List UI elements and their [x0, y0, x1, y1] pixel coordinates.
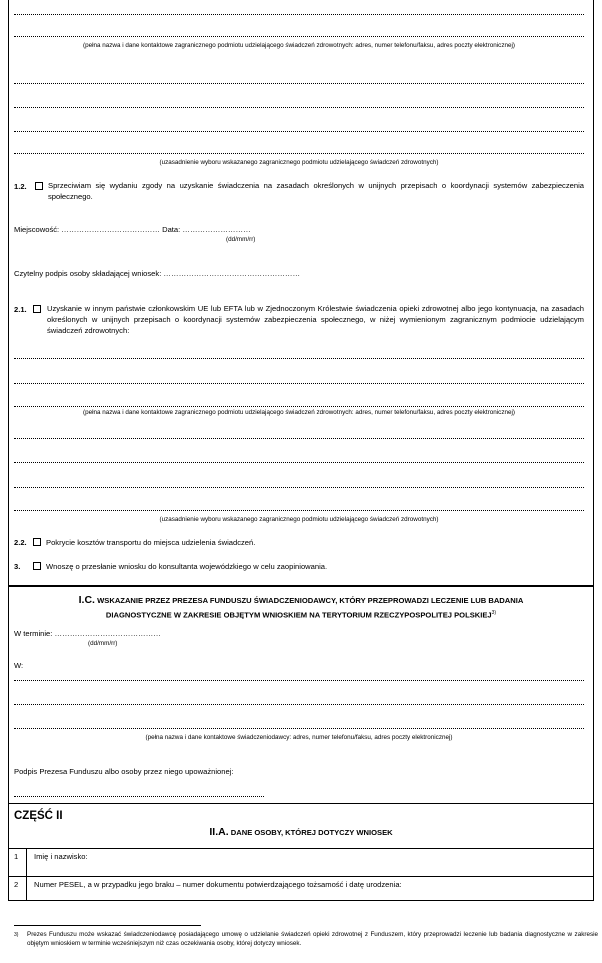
- item-number: 3.: [14, 562, 21, 571]
- section-1c-line1: WSKAZANIE PRZEZ PREZESA FUNDUSZU ŚWIADCZENIODAWCY, KTÓRY PRZEPROWADZI LECZENIE LUB BADANIA: [97, 596, 524, 605]
- section-1c-prefix: I.C.: [78, 594, 95, 606]
- healthcare-provider-caption: (pełna nazwa i dane kontaktowe świadczeniodawcy: adres, numer telefonu/faksu, adres poczty elektronicznej): [145, 734, 453, 741]
- treatment-abroad-text: Uzyskanie w innym państwie członkowskim UE lub EFTA lub w Zjednoczonym Królestwie świadczenia opieki zdrowotnej albo jego kontynuacja, na zasadach określonych w unijnych przepisach o koordynacji systemów zabezpieczenia społecznego, w niżej wymienionym zagranicznym podmiocie udzielającym świadczeń zdrowotnych:: [47, 304, 584, 335]
- justification-field[interactable]: [14, 107, 584, 108]
- item-number: 2.2.: [14, 538, 27, 547]
- consultant-text: Wnoszę o przesłanie wniosku do konsultanta wojewódzkiego w celu zaopiniowania.: [46, 562, 328, 571]
- president-signature-label: Podpis Prezesa Funduszu albo osoby przez niego upoważnionej:: [14, 767, 234, 776]
- item-number: 1.2.: [14, 182, 27, 191]
- justification-caption: (uzasadnienie wyboru wskazanego zagranicznego podmiotu udzielającego świadczeń zdrowotnych): [159, 159, 439, 166]
- footnote-separator: [14, 925, 201, 926]
- treatment-abroad-checkbox[interactable]: [33, 305, 41, 313]
- objection-text: Sprzeciwiam się wydaniu zgody na uzyskanie świadczenia na zasadach określonych w unijnych przepisach o koordynacji systemów zabezpieczenia społecznego.: [48, 181, 584, 201]
- part-1-frame: [8, 0, 594, 586]
- row-number: 1: [14, 852, 19, 861]
- justification-field[interactable]: [14, 462, 584, 463]
- transport-cost-checkbox[interactable]: [33, 538, 41, 546]
- transport-cost-text: Pokrycie kosztów transportu do miejsca udzielenia świadczeń.: [46, 538, 256, 547]
- provider-name-caption: (pełna nazwa i dane kontaktowe zagranicznego podmiotu udzielającego świadczeń zdrowotnych: adres, numer telefonu/faksu, adres poczty elektronicznej): [83, 409, 515, 416]
- justification-caption: (uzasadnienie wyboru wskazanego zagranicznego podmiotu udzielającego świadczeń zdrowotnych): [159, 516, 439, 523]
- consultant-checkbox[interactable]: [33, 562, 41, 570]
- part-2-title: CZĘŚĆ II: [14, 810, 63, 822]
- provider-name-field[interactable]: [14, 36, 584, 37]
- section-1c-line2: DIAGNOSTYCZNE W ZAKRESIE OBJĘTYM WNIOSKIEM NA TERYTORIUM RZECZYPOSPOLITEJ POLSKIEJ: [105, 610, 492, 620]
- where-label: W:: [14, 661, 24, 670]
- objection-checkbox[interactable]: [35, 182, 43, 190]
- provider-name-field[interactable]: [14, 406, 584, 407]
- provider-name-field[interactable]: [14, 383, 584, 384]
- healthcare-provider-field[interactable]: [14, 704, 584, 705]
- pesel-field[interactable]: Numer PESEL, a w przypadku jego braku – numer dokumentu potwierdzającego tożsamość i datę urodzenia:: [34, 880, 402, 889]
- date-format-caption: (dd/mm/rr): [226, 236, 256, 243]
- justification-field[interactable]: [14, 153, 584, 154]
- applicant-signature-field[interactable]: Czytelny podpis osoby składającej wniosek: ………………………………………………: [14, 269, 301, 278]
- term-field[interactable]: W terminie: ……………………………………: [14, 629, 161, 638]
- subsection-2a-label: DANE OSOBY, KTÓREJ DOTYCZY WNIOSEK: [230, 828, 393, 837]
- healthcare-provider-field[interactable]: [14, 680, 584, 681]
- justification-field[interactable]: [14, 438, 584, 439]
- justification-field[interactable]: [14, 83, 584, 84]
- footnote-mark: 3): [14, 932, 19, 938]
- subsection-2a-title: [10, 826, 592, 838]
- row-number: 2: [14, 880, 19, 889]
- justification-field[interactable]: [14, 131, 584, 132]
- table-divider: [8, 876, 594, 877]
- footnote-text: Prezes Funduszu może wskazać świadczeniodawcę posiadającego umowę o udzielanie świadczeń opieki zdrowotnej z Funduszem, który przeprowadzi leczenie lub badania diagnostyczne w zakresie objętym wnioskiem w terminie wcześniejszym niż czas oczekiwania osoby, której dotyczy wniosek.: [27, 931, 598, 947]
- subsection-2a-prefix: II.A.: [209, 826, 229, 838]
- president-signature-field[interactable]: [14, 796, 264, 797]
- healthcare-provider-field[interactable]: [14, 728, 584, 729]
- table-divider: [26, 848, 27, 901]
- section-1c-title: [10, 594, 592, 622]
- dotted-line: [14, 14, 584, 15]
- justification-field[interactable]: [14, 487, 584, 488]
- item-number: 2.1.: [14, 305, 27, 314]
- table-divider: [8, 848, 594, 849]
- provider-name-caption: (pełna nazwa i dane kontaktowe zagranicznego podmiotu udzielającego świadczeń zdrowotnych: adres, numer telefonu/faksu, adres poczty elektronicznej): [83, 42, 515, 49]
- provider-name-field[interactable]: [14, 358, 584, 359]
- footnote-ref: 3): [491, 610, 497, 616]
- date-format-caption: (dd/mm/rr): [88, 640, 118, 647]
- justification-field[interactable]: [14, 510, 584, 511]
- full-name-field[interactable]: Imię i nazwisko:: [34, 852, 88, 861]
- place-date-field[interactable]: Miejscowość: ………………………………… Data: ………………………: [14, 225, 251, 234]
